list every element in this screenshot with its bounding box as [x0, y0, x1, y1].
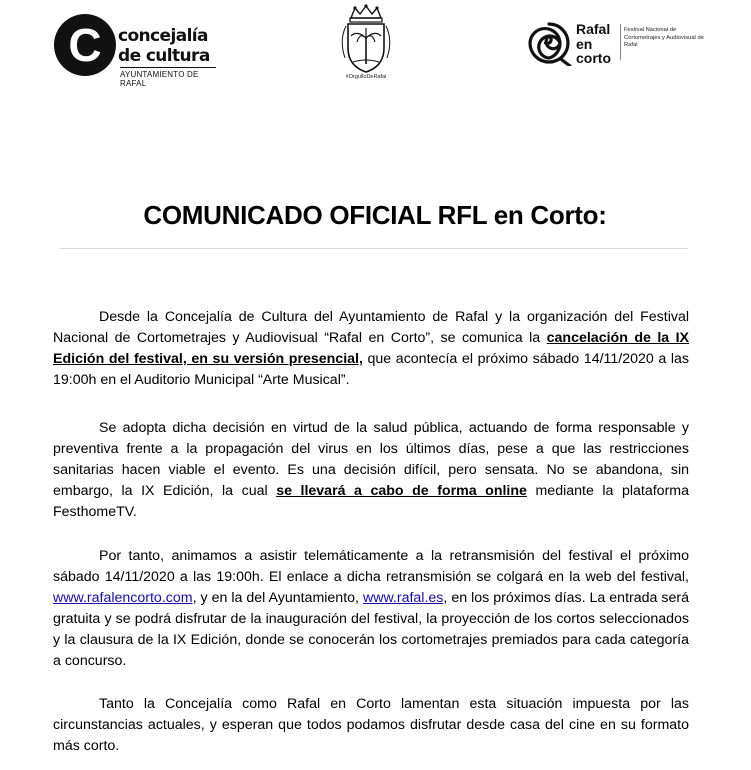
p1-text-a: Desde la Concejalía de Cultura del Ayuntamiento de Rafal y la organización del Festival Nacional de Cortometrajes y Audiovisual “Rafal en Corto”, se comunica la	[53, 309, 689, 346]
document-header	[0, 0, 751, 90]
logo-subtitle: AYUNTAMIENTO DE RAFAL	[120, 70, 199, 88]
document-title: COMUNICADO OFICIAL RFL en Corto:	[143, 200, 607, 230]
logo-text-line2: de cultura	[118, 46, 210, 66]
rafal-logo-line3: corto	[576, 50, 611, 66]
rafal-logo-line2: en	[576, 36, 593, 52]
p3-text-a: Por tanto, animamos a asistir telemáticamente a la retransmisión del festival el próximo sábado 14/11/2020 a las 19:00h. El enlace a dicha retransmisión se colgará en la web del festival,	[53, 548, 689, 585]
paragraph-3	[53, 546, 689, 672]
spiral-icon	[526, 20, 572, 66]
rafal-logo-line1: Rafal	[576, 21, 611, 37]
paragraph-1	[53, 307, 689, 391]
rafal-en-corto-logo	[526, 20, 706, 70]
coat-of-arms-emblem	[333, 4, 399, 84]
rafal-logo-description: Festival Nacional de Cortometrajes y Audiovisual de Rafal	[624, 27, 704, 48]
logo-letter: C	[68, 19, 102, 71]
ayuntamiento-website-link[interactable]: www.rafal.es	[362, 590, 444, 606]
p3-text-b: , y en la del Ayuntamiento,	[192, 590, 363, 606]
title-divider	[60, 248, 688, 249]
coat-of-arms-tag: #OrgulloDeRafal	[345, 74, 387, 80]
p1-text-c: que acontecía el próximo sábado 14/11/2020 a las 19:00h en el Auditorio Municipal “Arte Musical”.	[53, 351, 689, 388]
rafal-logo-divider	[620, 24, 621, 60]
paragraph-2	[53, 418, 689, 523]
p2-emphasis: se llevará a cabo de forma online	[276, 483, 527, 499]
p4-text-a: Tanto la Concejalía como Rafal en Corto lamentan esta situación impuesta por las circunstancias actuales, y esperan que todos podamos disfrutar desde casa del cine en su formato más corto.	[53, 696, 689, 754]
coat-of-arms-icon	[333, 4, 399, 74]
logo-text-line1: concejalía	[118, 26, 208, 46]
p3-text-c: , en los próximos días. La entrada será gratuita y se podrá disfrutar de la inauguración del festival, la proyección de los cortos seleccionados y la clausura de la IX Edición, donde se conocerán los cortometrajes premiados para cada categoría a concurso.	[53, 590, 689, 669]
p2-text-c: mediante la plataforma FesthomeTV.	[53, 483, 689, 520]
p1-emphasis: cancelación de la IX Edición del festival, en su versión presencial,	[53, 330, 690, 367]
paragraph-4	[53, 694, 689, 757]
concejalia-cultura-logo	[54, 14, 224, 88]
p2-text-a: Se adopta dicha decisión en virtud de la salud pública, actuando de forma responsable y preventiva frente a la propagación del virus en los últimos días, pese a que las restricciones sanitarias hacen viable el evento. Es una decisión difícil, pero sensata. No se abandona, sin embargo, la IX Edición, la cual	[53, 420, 689, 499]
festival-website-link[interactable]: www.rafalencorto.com	[53, 590, 193, 606]
logo-divider	[120, 67, 216, 68]
